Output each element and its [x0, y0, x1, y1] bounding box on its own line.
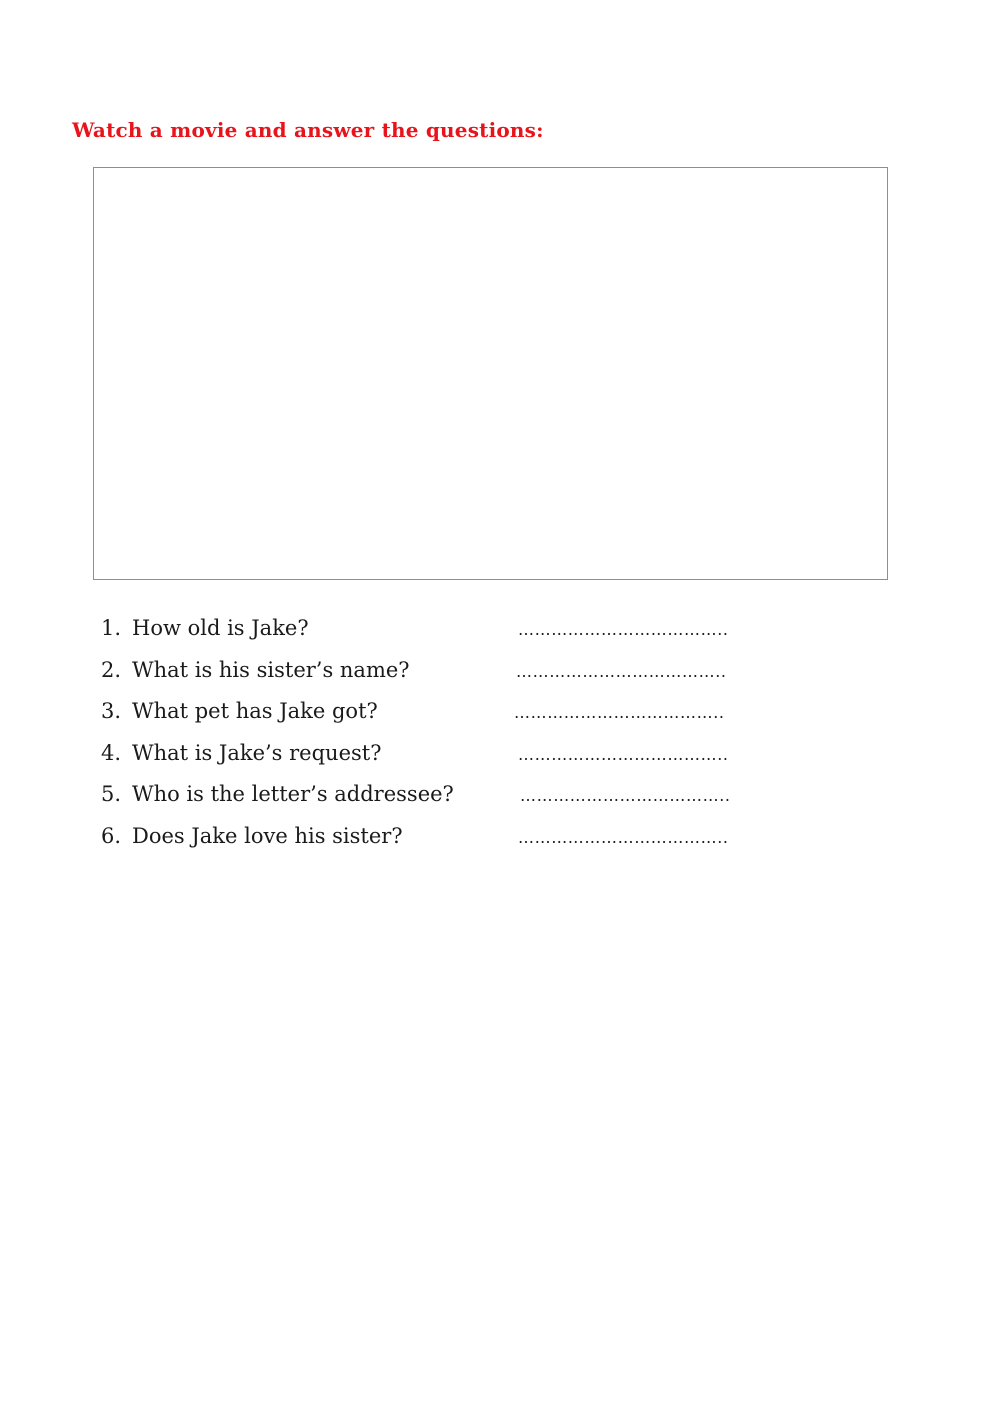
question-item: [0, 778, 1000, 820]
answer-field[interactable]: ………………………………..: [518, 827, 729, 847]
question-number: 6.: [101, 823, 122, 848]
question-list: [0, 612, 1000, 861]
answer-field[interactable]: ………………………………..: [518, 744, 729, 764]
question-text: What is his sister’s name?: [132, 657, 410, 682]
question-text: What pet has Jake got?: [132, 699, 378, 723]
question-number: 1.: [101, 616, 122, 640]
question-number: 4.: [101, 740, 122, 765]
answer-field[interactable]: ………………………………..: [518, 620, 729, 639]
question-text: How old is Jake?: [132, 616, 309, 640]
question-item: [0, 654, 1000, 696]
question-item: [0, 820, 1000, 862]
question-text: Who is the letter’s addressee?: [132, 782, 454, 806]
answer-field[interactable]: ………………………………..: [514, 703, 725, 722]
answer-field[interactable]: ………………………………..: [516, 661, 727, 681]
question-text: Does Jake love his sister?: [132, 823, 403, 848]
question-number: 2.: [101, 657, 122, 682]
question-item: [0, 612, 1000, 654]
video-player-frame[interactable]: [93, 167, 888, 580]
answer-field[interactable]: ………………………………..: [520, 786, 731, 805]
question-text: What is Jake’s request?: [132, 740, 382, 765]
question-item: [0, 695, 1000, 737]
question-item: [0, 737, 1000, 779]
worksheet-title: Watch a movie and answer the questions:: [72, 118, 544, 142]
question-number: 5.: [101, 782, 122, 806]
question-number: 3.: [101, 699, 122, 723]
